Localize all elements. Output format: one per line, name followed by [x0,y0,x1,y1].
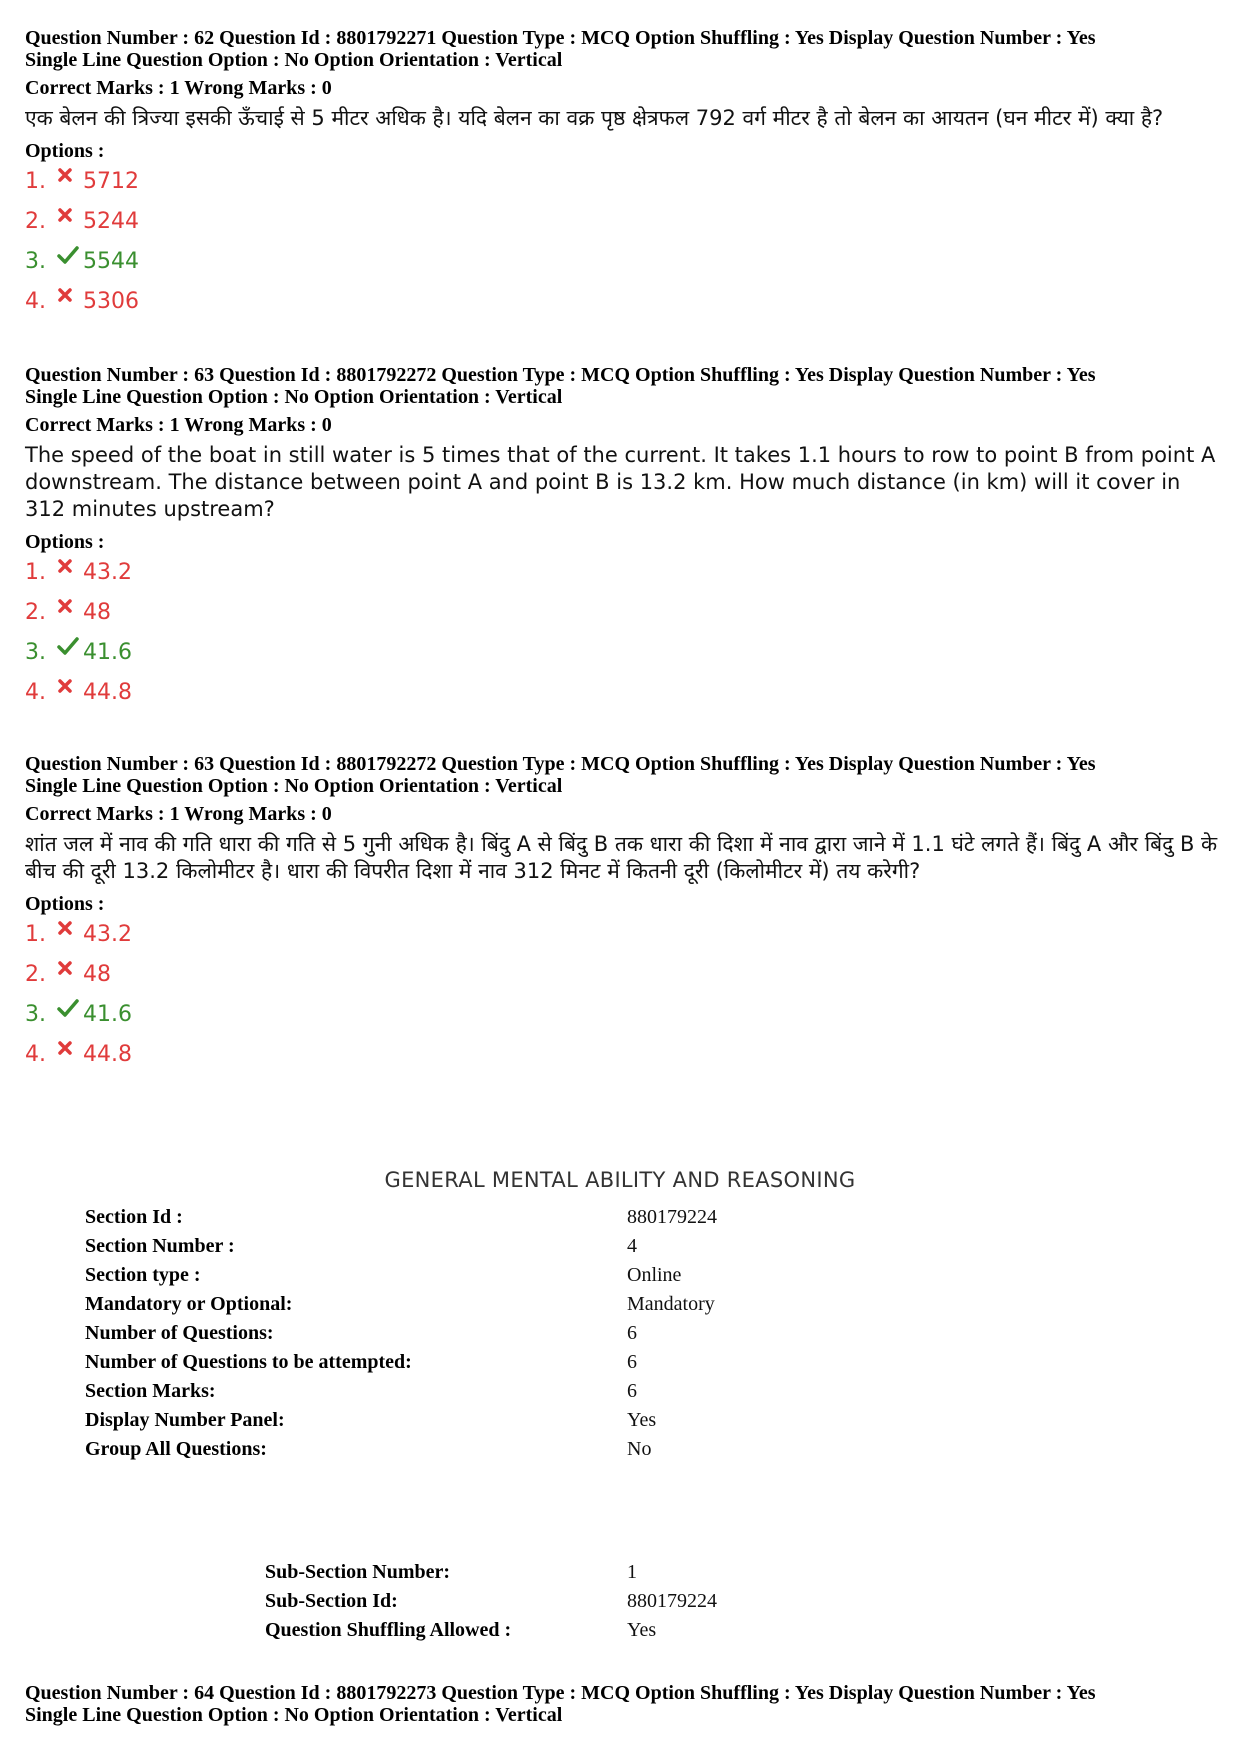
option-number: 2. [25,600,46,625]
option-number: 1. [25,169,46,194]
info-label: Mandatory or Optional: [85,1293,293,1315]
info-value: Online [627,1264,682,1286]
option-value: 48 [83,600,111,625]
option-value: 5712 [83,169,139,194]
info-row [85,1203,717,1232]
info-row [85,1435,717,1464]
info-row [85,1232,717,1261]
cross-icon [57,167,83,183]
cross-icon [57,207,83,223]
info-label: Question Shuffling Allowed : [265,1619,512,1641]
question-meta-line-2: Single Line Question Option : No Option Orientation : Vertical [25,386,563,408]
option-value: 44.8 [83,1042,132,1067]
info-value: No [627,1438,652,1460]
info-value: Yes [627,1409,657,1431]
option-number: 2. [25,962,46,987]
question-marks: Correct Marks : 1 Wrong Marks : 0 [25,803,332,825]
option-value: 48 [83,962,111,987]
info-row [85,1377,717,1406]
info-value: 6 [627,1322,637,1344]
info-row [265,1587,717,1616]
info-label: Number of Questions: [85,1322,274,1344]
info-value: 4 [627,1235,637,1257]
question-marks: Correct Marks : 1 Wrong Marks : 0 [25,414,332,436]
info-value: 6 [627,1380,637,1402]
option-4 [25,673,1225,713]
info-label: Group All Questions: [85,1438,267,1460]
question-block-63-hi [25,753,1225,1075]
cross-icon [57,558,83,574]
check-icon [57,637,83,655]
section-title: GENERAL MENTAL ABILITY AND REASONING [384,1168,856,1192]
cross-icon [57,598,83,614]
question-text: एक बेलन की त्रिज्या इसकी ऊँचाई से 5 मीटर अधिक है। यदि बेलन का वक्र पृष्ठ क्षेत्रफल 792 वर्ग मीटर है तो बेलन का आयतन (घन मीटर में) क्या है? [25,106,1164,130]
option-1 [25,553,1225,593]
info-row [85,1319,717,1348]
info-row [265,1616,717,1645]
info-row [85,1406,717,1435]
question-marks: Correct Marks : 1 Wrong Marks : 0 [25,77,332,99]
option-number: 3. [25,249,46,274]
info-value: 1 [627,1561,637,1583]
option-value: 41.6 [83,640,132,665]
section-info-table [85,1203,717,1464]
question-meta-line-2: Single Line Question Option : No Option Orientation : Vertical [25,49,563,71]
question-meta-line-1: Question Number : 62 Question Id : 8801792271 Question Type : MCQ Option Shuffling : Yes Display Question Number : Yes [25,27,1096,49]
info-row [265,1558,717,1587]
info-label: Display Number Panel: [85,1409,285,1431]
info-row [85,1261,717,1290]
option-number: 1. [25,560,46,585]
option-number: 2. [25,209,46,234]
check-icon [57,999,83,1017]
question-text: शांत जल में नाव की गति धारा की गति से 5 गुनी अधिक है। बिंदु A से बिंदु B तक धारा की दिशा में नाव द्वारा जाने में 1.1 घंटे लगते हैं। बिंदु A और बिंदु B के बीच की दूरी 13.2 किलोमीटर है। धारा की विपरीत दिशा में नाव 312 मिनट में कितनी दूरी (किलोमीटर में) तय करेगी? [25,832,1218,883]
cross-icon [57,920,83,936]
question-meta-line-1: Question Number : 64 Question Id : 8801792273 Question Type : MCQ Option Shuffling : Yes Display Question Number : Yes [25,1682,1096,1704]
check-icon [57,246,83,264]
question-meta-line-1: Question Number : 63 Question Id : 8801792272 Question Type : MCQ Option Shuffling : Yes Display Question Number : Yes [25,753,1096,775]
options-list [25,162,1225,322]
info-row [85,1290,717,1319]
option-2 [25,202,1225,242]
info-label: Sub-Section Id: [265,1590,398,1612]
option-value: 41.6 [83,1002,132,1027]
subsection-info-table [265,1558,717,1645]
options-list [25,915,1225,1075]
question-meta-line-1: Question Number : 63 Question Id : 8801792272 Question Type : MCQ Option Shuffling : Yes Display Question Number : Yes [25,364,1096,386]
info-label: Sub-Section Number: [265,1561,451,1583]
options-label: Options : [25,140,105,162]
options-label: Options : [25,531,105,553]
question-block-62 [25,27,1225,322]
option-value: 44.8 [83,680,132,705]
option-number: 3. [25,1002,46,1027]
option-number: 4. [25,680,46,705]
question-block-63-en [25,364,1225,713]
info-label: Number of Questions to be attempted: [85,1351,412,1373]
option-4 [25,1035,1225,1075]
option-number: 4. [25,289,46,314]
option-number: 4. [25,1042,46,1067]
info-label: Section Id : [85,1206,183,1228]
option-number: 1. [25,922,46,947]
option-value: 43.2 [83,922,132,947]
cross-icon [57,678,83,694]
option-2 [25,593,1225,633]
info-value: 6 [627,1351,637,1373]
info-label: Section type : [85,1264,201,1286]
options-list [25,553,1225,713]
option-value: 5244 [83,209,139,234]
option-number: 3. [25,640,46,665]
cross-icon [57,1040,83,1056]
question-meta-line-2: Single Line Question Option : No Option Orientation : Vertical [25,775,563,797]
options-label: Options : [25,893,105,915]
info-value: 880179224 [627,1590,717,1612]
info-value: Yes [627,1619,657,1641]
question-meta-line-2: Single Line Question Option : No Option Orientation : Vertical [25,1704,563,1726]
info-label: Section Number : [85,1235,235,1257]
info-value: 880179224 [627,1206,717,1228]
info-row [85,1348,717,1377]
option-1 [25,915,1225,955]
info-value: Mandatory [627,1293,715,1315]
option-3 [25,633,1225,673]
option-value: 43.2 [83,560,132,585]
question-text: The speed of the boat in still water is 5 times that of the current. It takes 1.1 hours to row to point B from point A downstream. The distance between point A and point B is 13.2 km. How much distance (in km) will it cover in 312 minutes upstream? [25,443,1216,521]
info-label: Section Marks: [85,1380,216,1402]
question-block-64 [25,1682,1225,1726]
cross-icon [57,287,83,303]
option-4 [25,282,1225,322]
option-1 [25,162,1225,202]
option-3 [25,242,1225,282]
option-3 [25,995,1225,1035]
option-2 [25,955,1225,995]
cross-icon [57,960,83,976]
option-value: 5544 [83,249,139,274]
option-value: 5306 [83,289,139,314]
